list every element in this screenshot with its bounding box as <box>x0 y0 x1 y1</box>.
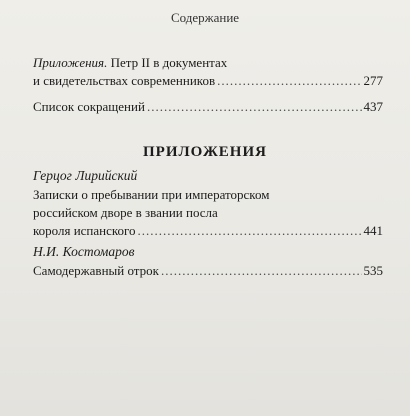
toc-entry-lead: Приложения. <box>33 55 108 70</box>
toc-entry-line <box>33 222 383 240</box>
toc-entry-title: Список сокращений <box>33 99 145 114</box>
section-title: ПРИЛОЖЕНИЯ <box>143 144 267 160</box>
running-head: Содержание <box>170 10 240 25</box>
toc-entry-line <box>33 72 383 90</box>
toc-page-number: 277 <box>363 73 383 88</box>
toc-entry-title: Петр II в документах <box>110 55 228 70</box>
entry-author: Герцог Лирийский <box>33 168 138 183</box>
leader-dots <box>161 262 362 280</box>
toc-entry-line <box>33 262 383 280</box>
toc-entry-liria-notes <box>33 186 383 240</box>
leader-dots <box>147 98 362 116</box>
toc-entry-line <box>33 204 383 222</box>
toc-entry-appendices <box>33 54 383 90</box>
toc-entry-title-continued: короля испанского <box>33 223 136 238</box>
toc-entry-line <box>33 186 383 204</box>
toc-page-number: 441 <box>363 223 383 238</box>
toc-entry-title-continued: российском дворе в звании посла <box>33 205 218 220</box>
toc-entry-title: Самодержавный отрок <box>33 263 159 278</box>
toc-entry-title: Записки о пребывании при императорском <box>33 187 270 202</box>
toc-entry-abbreviations <box>33 98 383 116</box>
leader-dots <box>217 72 361 90</box>
entry-author: Н.И. Костомаров <box>33 244 135 259</box>
toc-entry-autocratic-youth <box>33 262 383 280</box>
toc-entry-line <box>33 98 383 116</box>
toc-page-number: 437 <box>363 99 383 114</box>
toc-entry-line <box>33 54 383 72</box>
toc-entry-title-continued: и свидетельствах современников <box>33 73 216 88</box>
leader-dots <box>138 222 362 240</box>
toc-page-number: 535 <box>363 263 383 278</box>
